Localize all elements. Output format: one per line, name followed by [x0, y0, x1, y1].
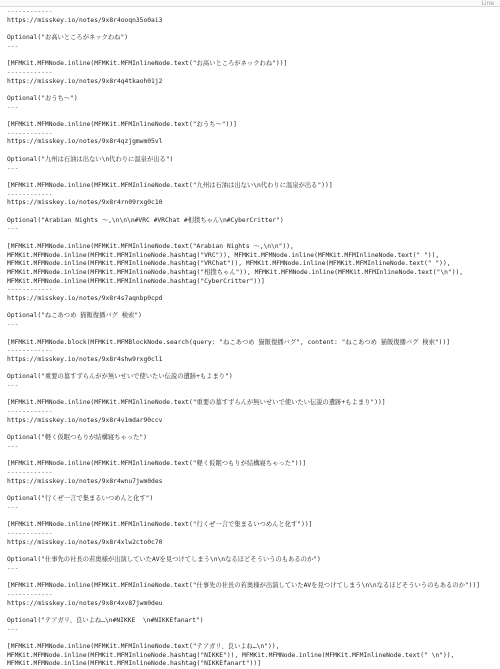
optional-text: Optional("テアガリ、良いよね…\n#NIKKE \n#NIKKEfanart"): [7, 616, 204, 624]
log-separator: ------------: [7, 590, 53, 598]
mfm-node-dump: [MFMKit.MFMNode.inline(MFMKit.MFMInlineNode.text("軽く仮眠つもりが結構寝ちゃった"))]: [7, 460, 307, 468]
log-blank: [7, 608, 493, 617]
mfm-node-dump: [MFMKit.MFMNode.inline(MFMKit.MFMInlineNode.text("お高いところがネックわね"))]: [7, 60, 288, 68]
log-blank: [7, 112, 493, 121]
end-marker: ---: [7, 103, 19, 111]
log-entry: [7, 408, 493, 469]
log-entry: [7, 591, 493, 669]
end-marker: ---: [7, 442, 19, 450]
note-url: https://misskey.io/notes/9x8r4rn09rxg0c10: [7, 199, 163, 207]
optional-text: Optional("重要の墓すずらんがが無いせいで使いたい伝説の遺跡+もよまり"): [7, 373, 233, 381]
optional-text: Optional("九州は石油は出ない\n代わりに温泉が出る"): [7, 155, 174, 163]
note-url: https://misskey.io/notes/9x8r4qzjgmwm05vl: [7, 138, 163, 146]
log-blank: [7, 147, 493, 156]
note-url: https://misskey.io/notes/9x8r4ooqn35o0ai3: [7, 16, 163, 24]
note-url: https://misskey.io/notes/9x8r4xlw2cto0c70: [7, 538, 163, 546]
mfm-node-dump: [MFMKit.MFMNode.inline(MFMKit.MFMInlineNode.text("仕事先の社長の若奥様が出演していたAVを見つけてしまう\n\nなるほどそういうのもあるのか"))]: [7, 582, 481, 590]
note-url: https://misskey.io/notes/9x8r4wnu7jwm0des: [7, 477, 163, 485]
optional-text: Optional("おうち〜"): [7, 94, 78, 102]
optional-text: Optional("お高いところがネックわね"): [7, 34, 129, 42]
console-output[interactable]: [7, 8, 493, 668]
log-blank: [7, 513, 493, 522]
log-blank: [7, 547, 493, 556]
log-entry: [7, 8, 493, 69]
log-separator: ------------: [7, 408, 53, 416]
log-separator: ------------: [7, 129, 53, 137]
mfm-node-dump: [MFMKit.MFMNode.inline(MFMKit.MFMInlineNode.text("おうち〜"))]: [7, 121, 237, 129]
log-separator: ------------: [7, 68, 53, 76]
log-blank: [7, 25, 493, 34]
log-entry: [7, 69, 493, 130]
log-entry: [7, 469, 493, 530]
log-separator: ------------: [7, 347, 53, 355]
end-marker: ---: [7, 42, 19, 50]
window-corner-label: Line: [481, 0, 494, 7]
mfm-node-dump: [MFMKit.MFMNode.inline(MFMKit.MFMInlineNode.text("九州は石油は出ない\n代わりに温泉が出る"))]: [7, 181, 333, 189]
log-separator: ------------: [7, 469, 53, 477]
end-marker: ---: [7, 164, 19, 172]
optional-text: Optional("仕事先の社長の若奥様が出演していたAVを見つけてしまう\n\nなるほどそういうのもあるのか"): [7, 556, 321, 564]
end-marker: ---: [7, 503, 19, 511]
note-url: https://misskey.io/notes/9x8r4q4tkaoh01j2: [7, 77, 163, 85]
log-entry: [7, 191, 493, 287]
mfm-node-dump: [MFMKit.MFMNode.block(MFMKit.MFMBlockNode.search(query: "ねこあつめ 猫飯復播バグ", content: "ねこあつめ 猫飯復播バグ 検索"))]: [7, 338, 451, 346]
optional-text: Optional("Arabian Nights ～,\n\n\n#VRC #VRChat #相撲ちゃん\n#CyberCritter"): [7, 216, 284, 224]
mfm-node-dump: [MFMKit.MFMNode.inline(MFMKit.MFMInlineNode.text("テアガリ、良いよね…\n")), MFMKit.MFMNode.inline(MFMKit.MFMInlineNode.hashtag("NIKKE")), MFMKit.MFMNode.inline(MFMKit.MFMInlineNode.text(" \n")), MFMKit.MFMNode.inline(MFMKit.MFMInlineNode.hashtag("NIKKEfanart"))]: [7, 643, 459, 668]
end-marker: ---: [7, 225, 19, 233]
log-entry: [7, 530, 493, 591]
log-blank: [7, 426, 493, 435]
log-entry: [7, 130, 493, 191]
log-blank: [7, 234, 493, 243]
log-blank: [7, 573, 493, 582]
mfm-node-dump: [MFMKit.MFMNode.inline(MFMKit.MFMInlineNode.text("重要の墓すずらんが無いせいで使いたい伝説の遺跡+もよまり"))]: [7, 399, 386, 407]
mfm-node-dump: [MFMKit.MFMNode.inline(MFMKit.MFMInlineNode.text("行くぜ一言で集まるいつめんと化す"))]: [7, 521, 313, 529]
end-marker: ---: [7, 564, 19, 572]
log-blank: [7, 330, 493, 339]
console-toolbar: [0, 0, 500, 7]
note-url: https://misskey.io/notes/9x8r4xv87jwm0deu: [7, 599, 163, 607]
log-blank: [7, 208, 493, 217]
end-marker: ---: [7, 382, 19, 390]
log-blank: [7, 86, 493, 95]
log-entry: [7, 347, 493, 408]
log-blank: [7, 486, 493, 495]
log-blank: [7, 634, 493, 643]
log-blank: [7, 52, 493, 61]
note-url: https://misskey.io/notes/9x8r4shw9rxg0cl1: [7, 355, 163, 363]
end-marker: ---: [7, 625, 19, 633]
log-separator: ------------: [7, 8, 53, 15]
log-separator: ------------: [7, 286, 53, 294]
mfm-node-dump: [MFMKit.MFMNode.inline(MFMKit.MFMInlineNode.text("Arabian Nights ～,\n\n")), MFMKit.MFMNode.inline(MFMKit.MFMInlineNode.hashtag("VRC")), MFMKit.MFMNode.inline(MFMKit.MFMInlineNode.text(" ")), MFMKit.MFMNode.inline(MFMKit.MFMInlineNode.hashtag("VRChat")), MFMKit.MFMNode.inline(MFMKit.MFMInlineNode.text(" ")), MFMKit.MFMNode.inline(MFMKit.MFMInlineNode.hashtag("相撲ちゃん")), MFMKit.MFMNode.inline(MFMKit.MFMInlineNode.text("\n")), MFMKit.MFMNode.inline(MFMKit.MFMInlineNode.hashtag("CyberCritter"))]: [7, 242, 467, 285]
optional-text: Optional("軽く仮眠つもりが結構寝ちゃった"): [7, 434, 147, 442]
note-url: https://misskey.io/notes/9x8r4v1mdar90ccv: [7, 416, 163, 424]
optional-text: Optional("行くぜ一言で集まるいつめんと化す"): [7, 495, 154, 503]
log-blank: [7, 173, 493, 182]
log-separator: ------------: [7, 190, 53, 198]
log-entry: [7, 286, 493, 347]
note-url: https://misskey.io/notes/9x8r4s7aqnbp0cpd: [7, 295, 163, 303]
log-separator: ------------: [7, 529, 53, 537]
end-marker: ---: [7, 321, 19, 329]
optional-text: Optional("ねこあつめ 猫飯復播バグ 検索"): [7, 312, 142, 320]
